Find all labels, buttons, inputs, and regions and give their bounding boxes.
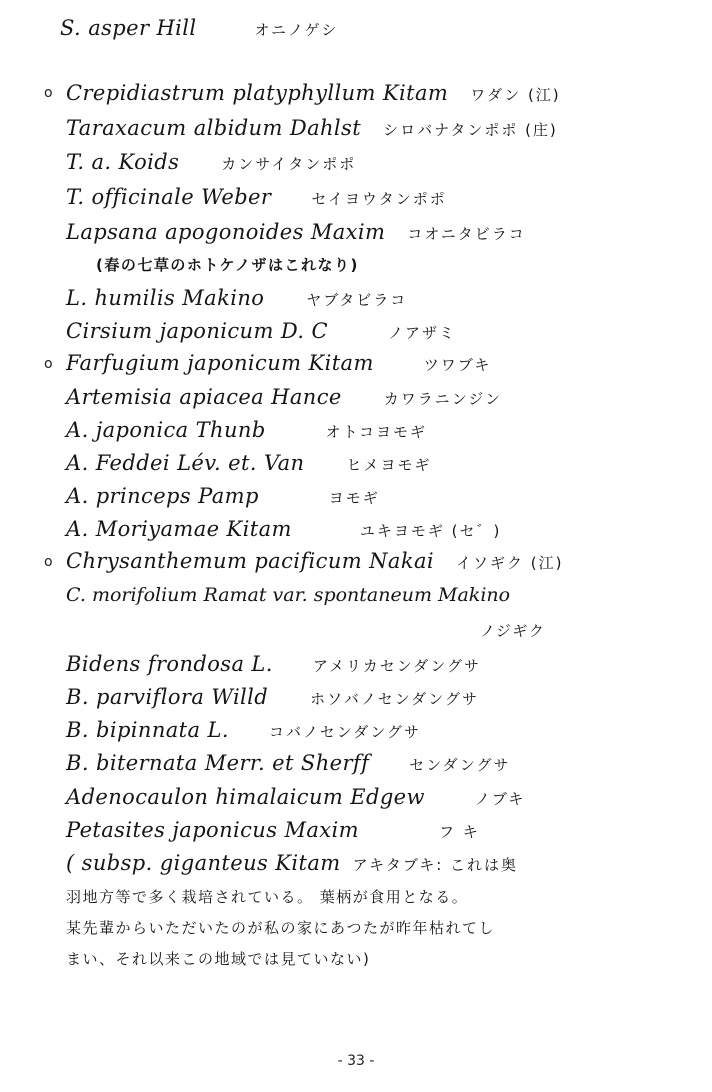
japanese-name: シロバナタンポポ (庄) — [383, 121, 558, 139]
japanese-name-continuation: ノジギク — [480, 622, 546, 640]
japanese-name: フ キ — [438, 823, 480, 841]
entry-bidens-parviflora — [66, 684, 479, 712]
scientific-name: Cirsium japonicum D. C — [66, 319, 328, 343]
scientific-name: C. morifolium Ramat var. spontaneum Makino — [66, 584, 511, 606]
japanese-name: アメリカセンダングサ — [312, 657, 482, 675]
entry-bidens-bipinnata — [66, 717, 421, 745]
japanese-name: オトコヨモギ — [325, 423, 428, 441]
scientific-name: T. a. Koids — [66, 150, 180, 174]
japanese-name: イソギク (江) — [456, 554, 564, 572]
circle-marker: o — [44, 85, 53, 101]
entry-lapsana-humilis — [66, 285, 407, 313]
entry-artemisia-moriyamae — [66, 516, 501, 544]
entry-chrysanthemum-morifolium — [66, 582, 510, 608]
scientific-name: Chrysanthemum pacificum Nakai — [66, 549, 434, 573]
entry-crepidiastrum — [66, 80, 561, 108]
japanese-name: コバノセンダングサ — [268, 723, 422, 741]
japanese-name: ヒメヨモギ — [346, 456, 432, 474]
entry-sonchus-asper — [60, 15, 338, 43]
scientific-name: ( subsp. giganteus Kitam — [66, 851, 341, 875]
scientific-name: A. princeps Pamp — [66, 484, 259, 508]
entry-taraxacum-albidum — [66, 115, 558, 143]
scientific-name: Petasites japonicus Maxim — [66, 818, 359, 842]
note-prose-line-2: 某先輩からいただいたのが私の家にあつたが昨年枯れてし — [66, 919, 496, 937]
japanese-name: ワダン (江) — [470, 86, 561, 104]
scientific-name: Farfugium japonicum Kitam — [66, 351, 374, 375]
scientific-name: Taraxacum albidum Dahlst — [66, 116, 362, 140]
circle-marker: o — [44, 356, 53, 372]
entry-chrysanthemum-pacificum — [66, 548, 563, 576]
entry-bidens-frondosa — [66, 651, 481, 679]
note-hotokenoza: (春の七草のホトケノザはこれなり) — [96, 256, 359, 274]
japanese-name: アキタブキ: これは奥 — [352, 856, 519, 874]
scientific-name: B. parviflora Willd — [66, 685, 269, 709]
japanese-name: ツワブキ — [423, 356, 492, 374]
scientific-name: L. humilis Makino — [66, 286, 265, 310]
japanese-name: センダングサ — [409, 756, 511, 774]
japanese-name: カワラニンジン — [383, 390, 502, 408]
japanese-name: ホソバノセンダングサ — [310, 690, 479, 708]
entry-bidens-biternata — [66, 750, 511, 778]
scientific-name: S. asper Hill — [60, 16, 197, 40]
japanese-name: ヨモギ — [328, 489, 380, 507]
scientific-name: Lapsana apogonoides Maxim — [66, 220, 386, 244]
scientific-name: B. bipinnata L. — [66, 718, 229, 742]
japanese-name: ノアザミ — [387, 324, 456, 342]
scientific-name: B. biternata Merr. et Sherff — [66, 751, 370, 775]
entry-lapsana-apogonoides — [66, 219, 526, 247]
scientific-name: Bidens frondosa L. — [66, 652, 273, 676]
circle-marker: o — [44, 554, 53, 570]
japanese-name: カンサイタンポポ — [221, 155, 357, 173]
entry-petasites-japonicus — [66, 817, 480, 845]
entry-farfugium — [66, 350, 491, 378]
entry-artemisia-feddei — [66, 450, 431, 478]
scientific-name: Crepidiastrum platyphyllum Kitam — [66, 81, 449, 105]
entry-cirsium-japonicum — [66, 318, 456, 346]
entry-artemisia-princeps — [66, 483, 380, 511]
entry-taraxacum-koids — [66, 149, 356, 177]
scientific-name: Adenocaulon himalaicum Edgew — [66, 785, 425, 809]
scientific-name: Artemisia apiacea Hance — [66, 385, 342, 409]
note-prose-line-3: まい、それ以来この地域では見ていない) — [66, 950, 371, 968]
japanese-name: オニノゲシ — [254, 21, 339, 39]
japanese-name: ノブキ — [474, 790, 526, 808]
japanese-name: セイヨウタンポポ — [311, 190, 447, 208]
entry-artemisia-japonica — [66, 417, 427, 445]
scientific-name: A. japonica Thunb — [66, 418, 266, 442]
entry-adenocaulon — [66, 784, 525, 812]
japanese-name: ヤブタビラコ — [306, 291, 408, 309]
scientific-name: A. Moriyamae Kitam — [66, 517, 292, 541]
japanese-name: ユキヨモギ (セ゛) — [359, 522, 502, 540]
note-prose-line-1: 羽地方等で多く栽培されている。 葉柄が食用となる。 — [66, 888, 469, 906]
entry-taraxacum-officinale — [66, 184, 447, 212]
page-number: - 33 - — [337, 1053, 375, 1069]
entry-artemisia-apiacea — [66, 384, 502, 412]
japanese-name: コオニタビラコ — [407, 225, 526, 243]
scientific-name: A. Feddei Lév. et. Van — [66, 451, 305, 475]
scientific-name: T. officinale Weber — [66, 185, 272, 209]
entry-petasites-subsp-giganteus — [66, 850, 518, 878]
